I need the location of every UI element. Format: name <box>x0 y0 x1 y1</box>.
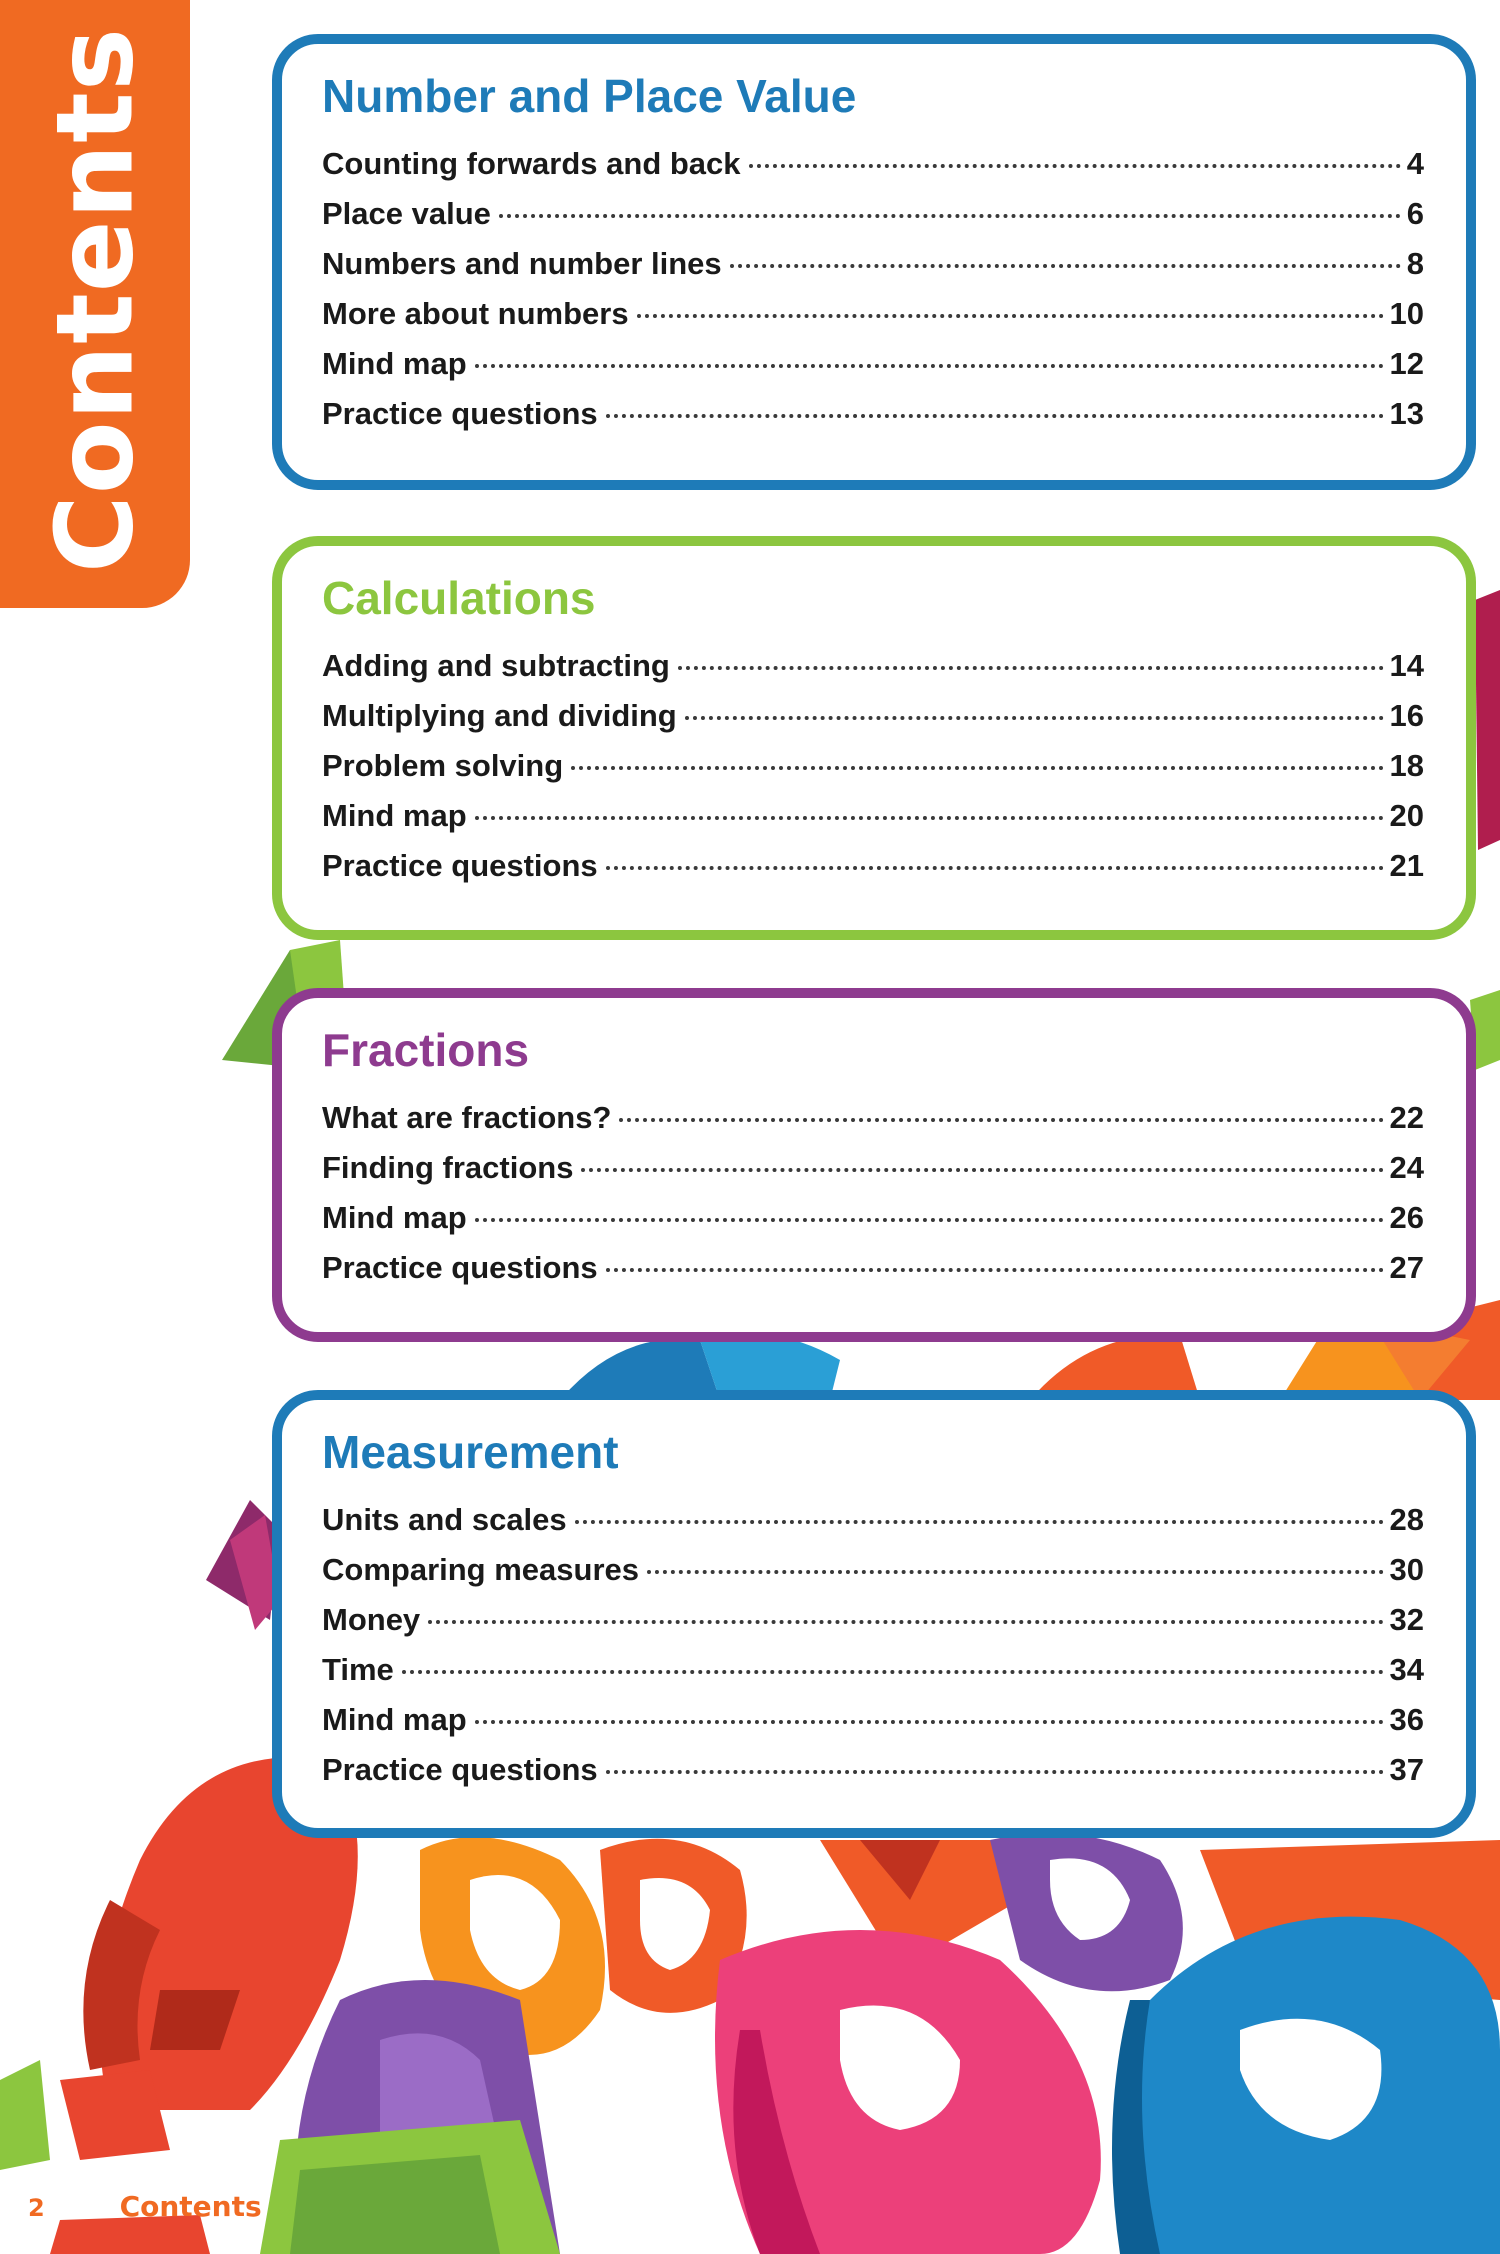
dot-leader <box>475 816 1384 820</box>
toc-entry[interactable] <box>322 1552 1424 1602</box>
toc-entry-page-number: 21 <box>1389 848 1424 883</box>
toc-entry-page-number: 13 <box>1389 396 1424 431</box>
toc-entry-page-number: 16 <box>1389 698 1424 733</box>
dot-leader <box>678 666 1384 670</box>
toc-entry-label: Mind map <box>322 798 467 833</box>
toc-entry-list <box>322 1100 1424 1300</box>
toc-entry[interactable] <box>322 196 1424 246</box>
dot-leader <box>571 766 1383 770</box>
toc-entry[interactable] <box>322 1100 1424 1150</box>
toc-entry[interactable] <box>322 698 1424 748</box>
toc-entry[interactable] <box>322 1250 1424 1300</box>
toc-entry-label: Units and scales <box>322 1502 567 1537</box>
toc-entry-label: Practice questions <box>322 1752 598 1787</box>
toc-entry-page-number: 14 <box>1389 648 1424 683</box>
toc-entry[interactable] <box>322 1502 1424 1552</box>
dot-leader <box>647 1570 1384 1574</box>
toc-entry[interactable] <box>322 346 1424 396</box>
toc-entry-page-number: 24 <box>1389 1150 1424 1185</box>
footer-label: Contents <box>119 2190 262 2223</box>
dot-leader <box>402 1670 1384 1674</box>
dot-leader <box>730 264 1401 268</box>
dot-leader <box>606 866 1384 870</box>
toc-entry-page-number: 6 <box>1406 196 1424 231</box>
toc-entry[interactable] <box>322 1652 1424 1702</box>
toc-entry-label: Time <box>322 1652 394 1687</box>
toc-entry-label: Adding and subtracting <box>322 648 670 683</box>
toc-entry-page-number: 36 <box>1389 1702 1424 1737</box>
dot-leader <box>475 1218 1384 1222</box>
toc-entry[interactable] <box>322 1702 1424 1752</box>
toc-entry-label: Place value <box>322 196 491 231</box>
toc-entry-label: Comparing measures <box>322 1552 639 1587</box>
section-calculations <box>272 536 1476 940</box>
dot-leader <box>428 1620 1383 1624</box>
toc-entry-label: Mind map <box>322 1702 467 1737</box>
toc-entry-label: Numbers and number lines <box>322 246 722 281</box>
dot-leader <box>581 1168 1383 1172</box>
toc-entry[interactable] <box>322 146 1424 196</box>
toc-entry-page-number: 32 <box>1389 1602 1424 1637</box>
toc-entry-label: Practice questions <box>322 396 598 431</box>
dot-leader <box>499 214 1401 218</box>
section-title: Fractions <box>322 1024 530 1076</box>
toc-entry[interactable] <box>322 396 1424 446</box>
section-measurement <box>272 1390 1476 1838</box>
dot-leader <box>606 1770 1384 1774</box>
toc-entry-page-number: 12 <box>1389 346 1424 381</box>
toc-entry[interactable] <box>322 1200 1424 1250</box>
dot-leader <box>749 164 1401 168</box>
toc-entry-label: Mind map <box>322 346 467 381</box>
toc-entry-page-number: 27 <box>1389 1250 1424 1285</box>
section-title: Measurement <box>322 1426 619 1478</box>
page-footer <box>28 2190 262 2223</box>
toc-entry-page-number: 22 <box>1389 1100 1424 1135</box>
toc-entry[interactable] <box>322 246 1424 296</box>
toc-entry[interactable] <box>322 296 1424 346</box>
section-number-and-place-value <box>272 34 1476 490</box>
toc-entry-list <box>322 648 1424 898</box>
toc-entry-page-number: 18 <box>1389 748 1424 783</box>
toc-entry-label: Money <box>322 1602 421 1637</box>
toc-entry-page-number: 10 <box>1389 296 1424 331</box>
toc-entry[interactable] <box>322 1752 1424 1802</box>
dot-leader <box>475 1720 1384 1724</box>
toc-entry[interactable] <box>322 748 1424 798</box>
section-title: Number and Place Value <box>322 70 857 122</box>
toc-entry[interactable] <box>322 798 1424 848</box>
toc-entry-list <box>322 1502 1424 1802</box>
toc-entry-page-number: 26 <box>1389 1200 1424 1235</box>
dot-leader <box>685 716 1384 720</box>
toc-entry-label: What are fractions? <box>322 1100 612 1135</box>
dot-leader <box>606 1268 1384 1272</box>
toc-entry-label: Practice questions <box>322 1250 598 1285</box>
toc-entry-page-number: 28 <box>1389 1502 1424 1537</box>
section-title: Calculations <box>322 572 596 624</box>
dot-leader <box>475 364 1384 368</box>
side-tab-label: Contents <box>33 27 157 573</box>
toc-entry-page-number: 37 <box>1389 1752 1424 1787</box>
dot-leader <box>575 1520 1384 1524</box>
toc-entry-label: Practice questions <box>322 848 598 883</box>
toc-entry-list <box>322 146 1424 446</box>
toc-entry[interactable] <box>322 648 1424 698</box>
toc-entry[interactable] <box>322 1150 1424 1200</box>
dot-leader <box>637 314 1384 318</box>
toc-entry-page-number: 34 <box>1389 1652 1424 1687</box>
toc-entry-label: More about numbers <box>322 296 629 331</box>
toc-entry-label: Multiplying and dividing <box>322 698 677 733</box>
toc-entry-label: Problem solving <box>322 748 564 783</box>
dot-leader <box>619 1118 1383 1122</box>
dot-leader <box>606 414 1384 418</box>
toc-entry[interactable] <box>322 848 1424 898</box>
toc-entry-label: Finding fractions <box>322 1150 574 1185</box>
footer-page-number: 2 <box>28 2194 45 2222</box>
contents-side-tab <box>0 0 190 608</box>
toc-entry-page-number: 20 <box>1389 798 1424 833</box>
toc-entry-page-number: 8 <box>1406 246 1424 281</box>
toc-entry-label: Mind map <box>322 1200 467 1235</box>
toc-entry-label: Counting forwards and back <box>322 146 741 181</box>
toc-entry[interactable] <box>322 1602 1424 1652</box>
section-fractions <box>272 988 1476 1342</box>
toc-entry-page-number: 30 <box>1389 1552 1424 1587</box>
toc-entry-page-number: 4 <box>1406 146 1424 181</box>
